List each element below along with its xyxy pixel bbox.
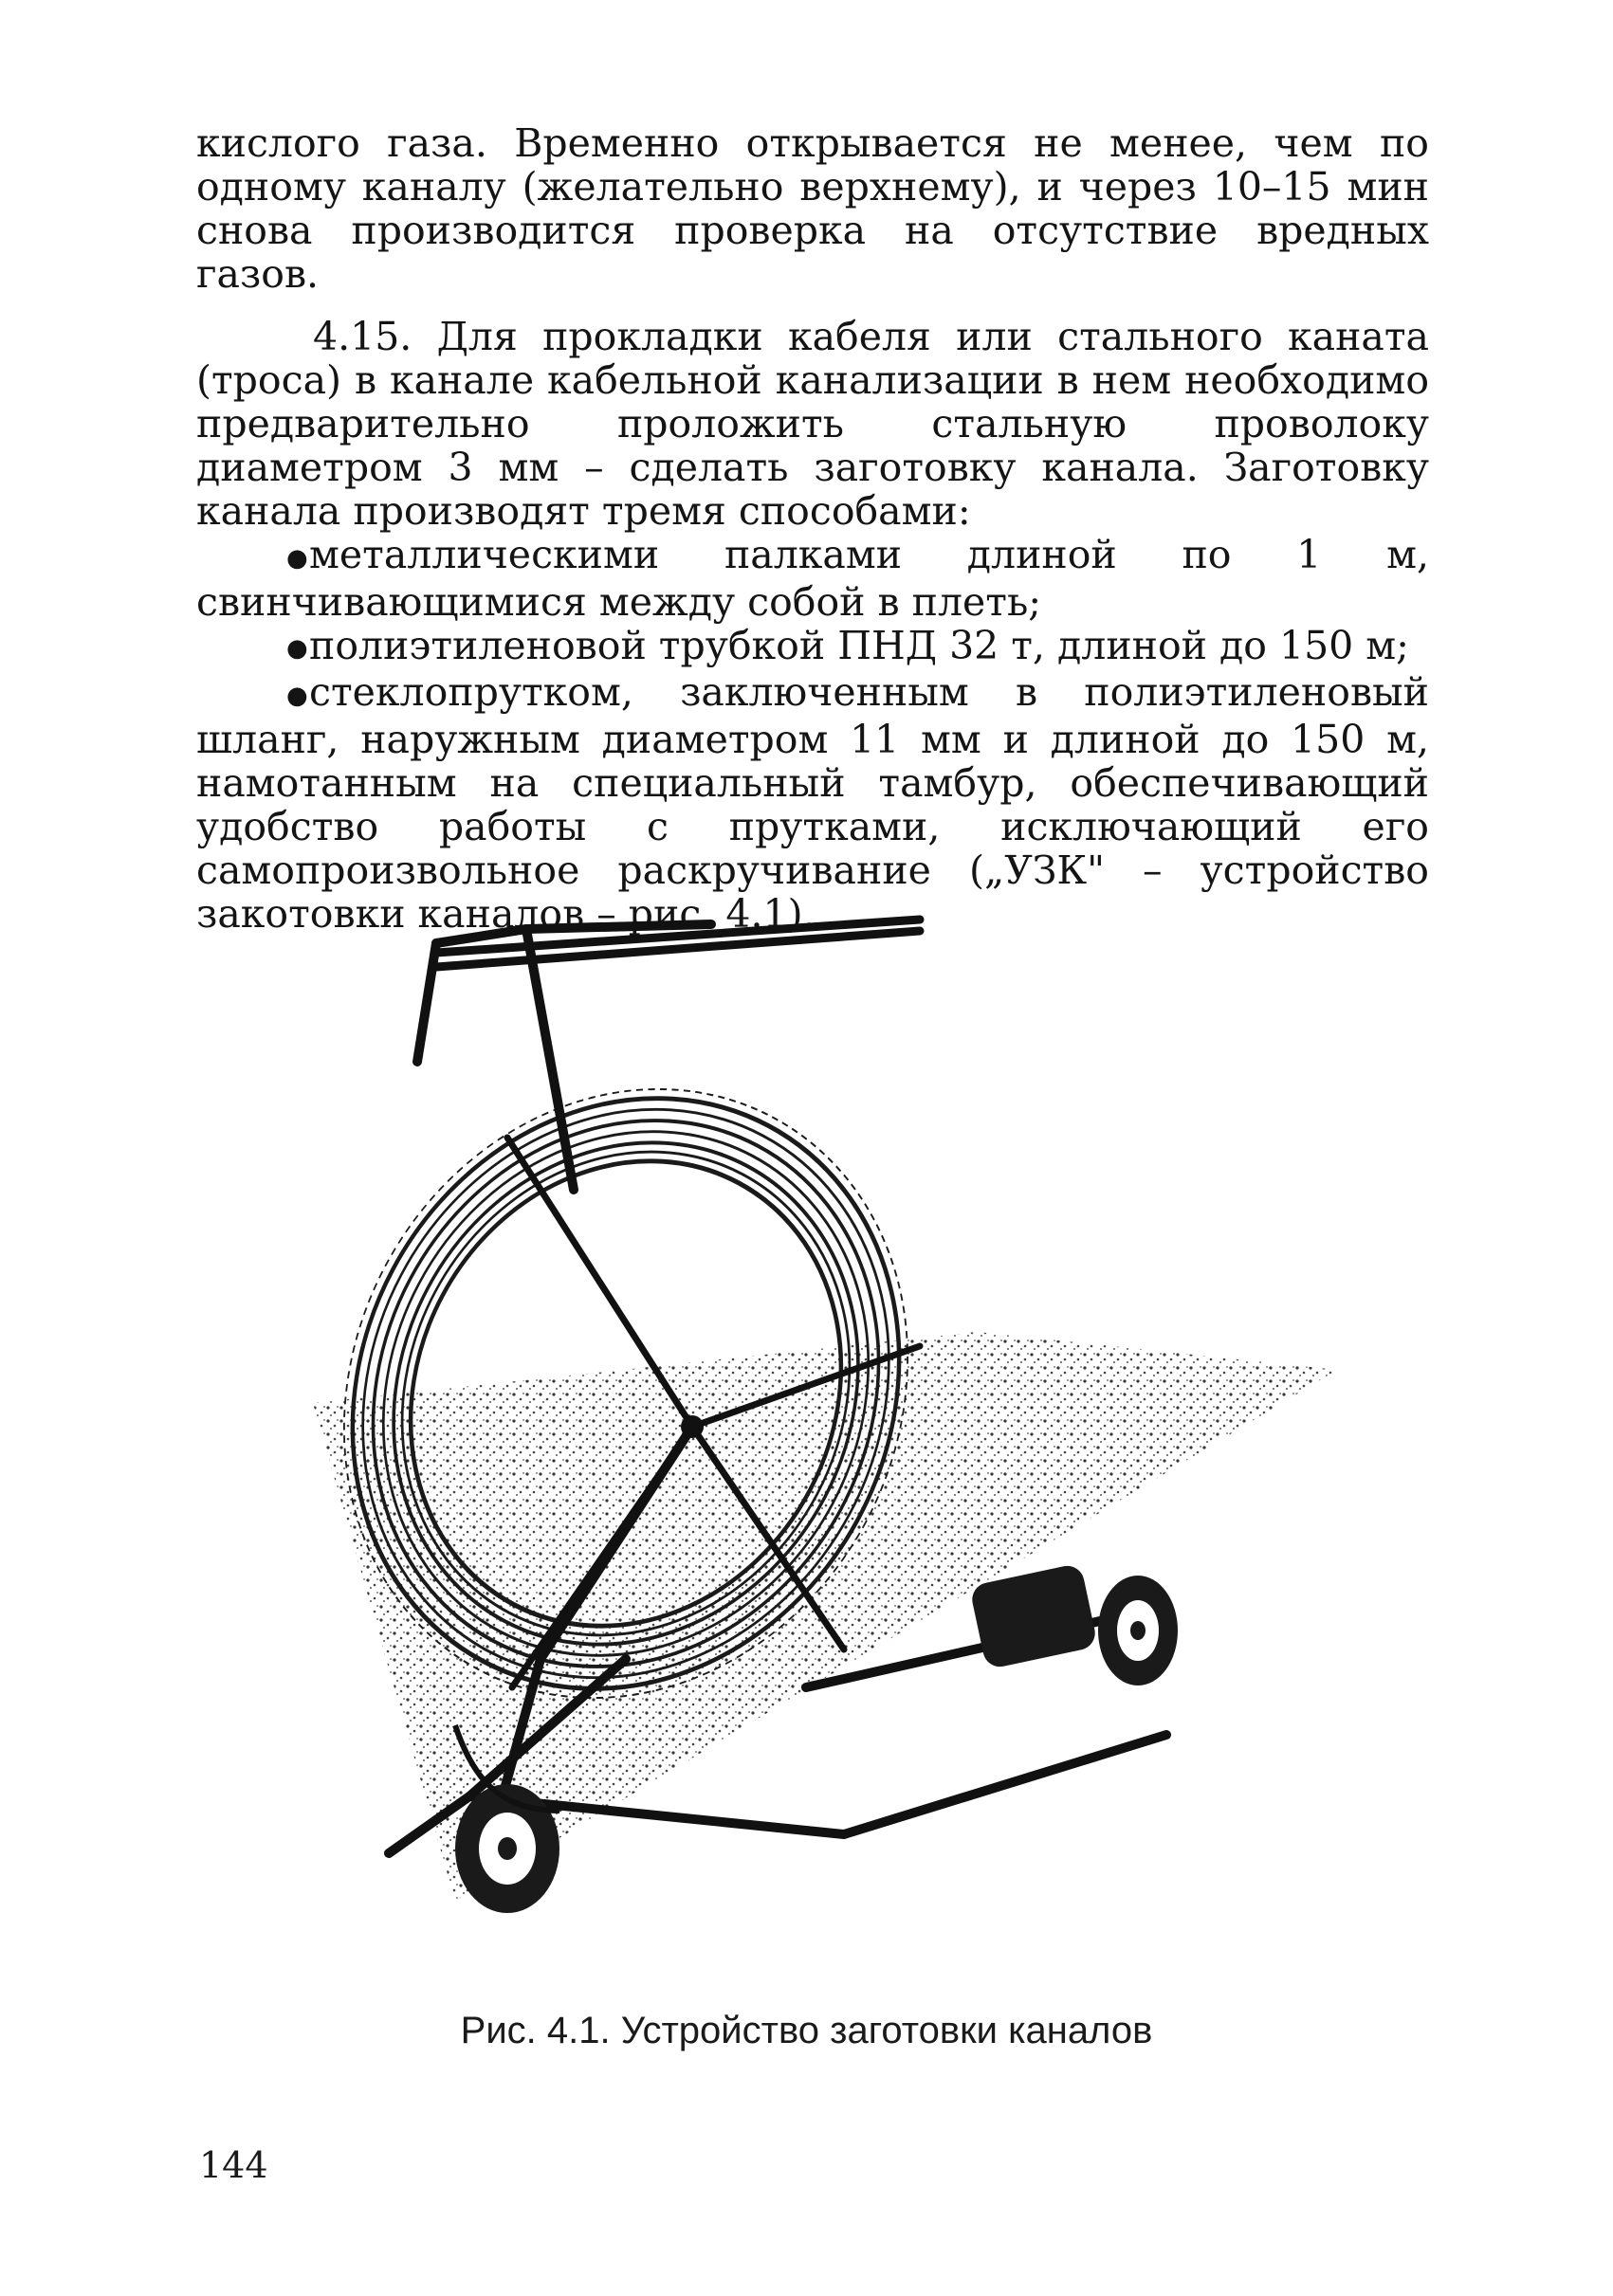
wheel-rear (1098, 1576, 1178, 1686)
list-item-text: стеклопрутком, заключенным в полиэтиленовый шланг, наружным диаметром 11 мм и длиной до 150 м, намотанным на специальный тамбур, обеспечивающий удобство работы с прутками, исключающий его самопроизвольное раскручивание („УЗК" – устройство закотовки каналов – рис. 4.1). (196, 669, 1429, 937)
wheel-front (455, 1784, 559, 1913)
bullet-icon: ● (286, 543, 308, 573)
list-item (196, 670, 1429, 936)
list-item (196, 624, 1429, 671)
paragraph-4-15: 4.15. Для прокладки кабеля или стального каната (троса) в канале кабельной канализации в нем необходимо предварительно проложить стальную проволоку диаметром 3 мм – сделать заготовку канала. Заготовку канала производят тремя способами: (196, 314, 1429, 534)
bullet-icon: ● (286, 634, 308, 663)
cable-reel-illustration (313, 901, 1337, 1924)
page-number: 144 (199, 2144, 268, 2186)
bullet-icon: ● (286, 681, 308, 710)
list-item-text: металлическими палками длиной по 1 м, свинчивающимися между собой в плеть; (196, 532, 1429, 625)
figure-cable-reel (313, 901, 1337, 1924)
body-text (196, 121, 1429, 936)
list-item-text: полиэтиленовой трубкой ПНД 32 т, длиной до 150 м; (309, 622, 1409, 668)
list-item (196, 533, 1429, 624)
paragraph-continuation: кислого газа. Временно открывается не менее, чем по одному каналу (желательно верхнему), и через 10–15 мин снова производится проверка на отсутствие вредных газов. (196, 120, 1429, 297)
figure-caption: Рис. 4.1. Устройство заготовки каналов (460, 2010, 1153, 2051)
